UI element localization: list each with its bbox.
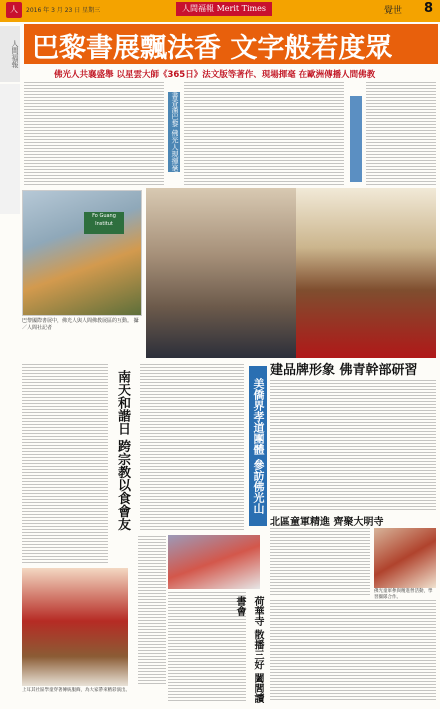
logo-icon: 人 bbox=[6, 2, 22, 18]
article-text-block bbox=[270, 600, 436, 700]
pull-quote: 書香滿巴黎 佛光人現揮毫 bbox=[168, 92, 180, 172]
calligraphy-photo bbox=[296, 188, 436, 358]
article-text-block bbox=[22, 364, 108, 564]
visitors-photo bbox=[146, 188, 296, 358]
article-text-block bbox=[270, 528, 370, 596]
book-fair-photo bbox=[22, 190, 142, 316]
article-text-block bbox=[184, 82, 344, 186]
pull-quote-right bbox=[350, 96, 362, 182]
photo-caption: 佛光童軍參與精進營活動，學習團隊合作。 bbox=[374, 589, 433, 600]
event-photo bbox=[168, 535, 260, 589]
left-column-block bbox=[0, 84, 20, 214]
article-text-block bbox=[366, 82, 436, 186]
subheadline: 佛光人共襄盛舉 以星雲大師《365日》法文版等著作、現場揮毫 在歐洲傳播人間佛教 bbox=[54, 70, 376, 80]
story-title: 建品牌形象 佛青幹部研習 bbox=[270, 363, 418, 378]
booth-sign: Fo Guang Institut bbox=[84, 212, 124, 234]
story-subtitle: 北區童軍精進 齊聚大明寺 bbox=[270, 517, 384, 528]
issue-date: 2016 年 3 月 23 日 星期三 bbox=[26, 7, 101, 14]
headline: 巴黎書展飄法香 文字般若度眾 bbox=[32, 33, 393, 64]
story-title-vertical: 荷華寺 散播三好 闔閭讀書會 bbox=[234, 596, 263, 703]
masthead: 人間福報 Merit Times bbox=[176, 2, 272, 16]
article-text-block bbox=[270, 380, 436, 510]
story-title-vertical: 南天和諧日 跨宗教以食會友 bbox=[115, 370, 130, 531]
children-photo bbox=[22, 568, 128, 686]
story-title-vertical: 美僑界孝道團體 參訪佛光山 bbox=[249, 366, 267, 526]
photo-caption: 上耳其社區學童穿著傳統服飾，為大家帶來精彩演出。 bbox=[22, 688, 130, 693]
page-number: 8 bbox=[424, 1, 434, 16]
left-tab: 人間福報 bbox=[0, 26, 20, 82]
section-label: 覺世 bbox=[384, 6, 403, 16]
scout-photo bbox=[374, 528, 436, 588]
article-text-block bbox=[140, 364, 244, 532]
article-text-block bbox=[24, 82, 164, 186]
photo-caption: 巴黎國際書展中，佛光人與人間佛教展區的互動。 攝／人間社記者 bbox=[22, 318, 139, 331]
article-text-block bbox=[138, 536, 166, 686]
